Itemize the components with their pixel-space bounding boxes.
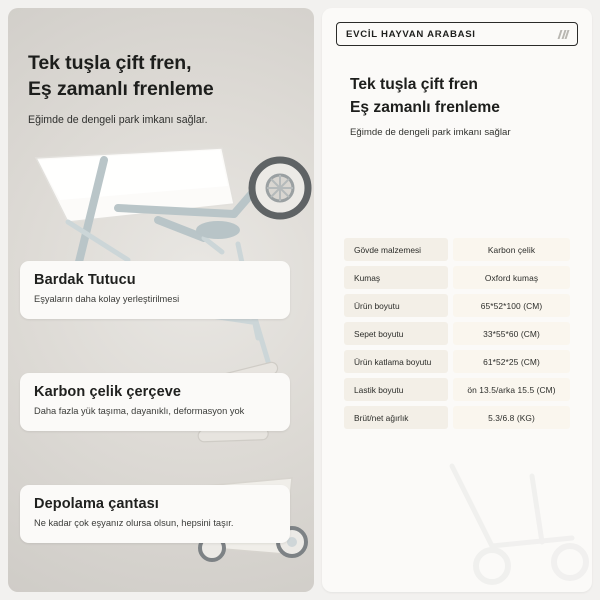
spec-value: Karbon çelik <box>453 238 570 261</box>
feature-title: Karbon çelik çerçeve <box>34 384 182 400</box>
headline-line-1: Tek tuşla çift fren, <box>28 52 192 74</box>
specification-table <box>344 238 570 429</box>
feature-title: Bardak Tutucu <box>34 272 136 288</box>
feature-subtitle: Ne kadar çok eşyanız olursa olsun, hepsini taşır. <box>34 518 234 528</box>
right-title-line-1: Tek tuşla çift fren <box>350 76 478 93</box>
spec-key: Ürün katlama boyutu <box>344 350 448 373</box>
headline-line-2: Eş zamanlı frenleme <box>28 78 214 101</box>
table-row <box>344 350 570 373</box>
spec-key: Kumaş <box>344 266 448 289</box>
headline-subtitle: Eğimde de dengeli park imkanı sağlar. <box>28 114 208 127</box>
slashes-icon <box>559 30 568 39</box>
table-row <box>344 406 570 429</box>
left-panel <box>8 8 314 592</box>
feature-card-storage-bag <box>20 485 290 543</box>
spec-value: Oxford kumaş <box>453 266 570 289</box>
table-row <box>344 294 570 317</box>
right-subtitle: Eğimde de dengeli park imkanı sağlar <box>350 127 511 139</box>
feature-subtitle: Daha fazla yük taşıma, dayanıklı, deformasyon yok <box>34 406 245 416</box>
table-row <box>344 238 570 261</box>
table-row <box>344 266 570 289</box>
spec-key: Ürün boyutu <box>344 294 448 317</box>
product-silhouette <box>432 446 592 592</box>
brand-label: EVCİL HAYVAN ARABASI <box>346 28 476 40</box>
spec-key: Sepet boyutu <box>344 322 448 345</box>
spec-value: 5.3/6.8 (KG) <box>453 406 570 429</box>
table-row <box>344 322 570 345</box>
right-headline <box>336 74 578 138</box>
table-row <box>344 378 570 401</box>
spec-value: 33*55*60 (CM) <box>453 322 570 345</box>
spec-value: 61*52*25 (CM) <box>453 350 570 373</box>
feature-title: Depolama çantası <box>34 496 159 512</box>
brand-bar <box>336 22 578 46</box>
spec-key: Lastik boyutu <box>344 378 448 401</box>
feature-subtitle: Eşyaların daha kolay yerleştirilmesi <box>34 294 180 304</box>
right-panel <box>322 8 592 592</box>
spec-key: Brüt/net ağırlık <box>344 406 448 429</box>
left-headline <box>28 50 296 126</box>
spec-value: ön 13.5/arka 15.5 (CM) <box>453 378 570 401</box>
feature-card-cup-holder <box>20 261 290 319</box>
right-title-line-2: Eş zamanlı frenleme <box>350 98 500 116</box>
spec-value: 65*52*100 (CM) <box>453 294 570 317</box>
spec-key: Gövde malzemesi <box>344 238 448 261</box>
feature-card-carbon-frame <box>20 373 290 431</box>
